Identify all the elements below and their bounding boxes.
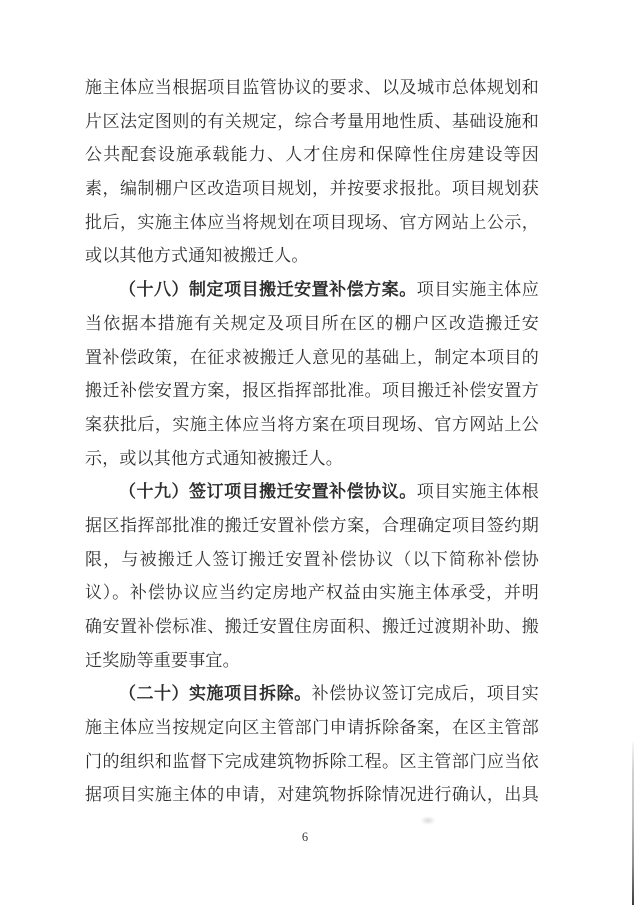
item-heading-text: （二十）实施项目拆除。	[119, 684, 312, 704]
body-text: 置补偿政策，在征求被搬迁人意见的基础上，制定本项目的	[85, 347, 539, 367]
body-text: 施主体应当按规定向区主管部门申请拆除备案，在区主管部	[85, 718, 539, 738]
text-line-p2-l1	[85, 273, 539, 307]
text-line-p4-l4	[85, 778, 539, 812]
document-body	[85, 71, 539, 812]
page-number: 6	[301, 830, 309, 844]
body-text: 限，与被搬迁人签订搬迁安置补偿协议（以下简称补偿协	[85, 549, 539, 569]
text-line-p2-l4	[85, 374, 539, 408]
scan-artifact-smudge	[420, 816, 436, 825]
body-text: 素，编制棚户区改造项目规划，并按要求报批。项目规划获	[85, 179, 539, 199]
body-text: 确安置补偿标准、搬迁安置住房面积、搬迁过渡期补助、搬	[85, 617, 539, 636]
body-text: 当依据本措施有关规定及项目所在区的棚户区改造搬迁安	[85, 313, 539, 333]
body-text: 项目实施主体应	[416, 280, 539, 300]
body-text: 补偿协议签订完成后，项目实	[311, 684, 539, 704]
body-text: 据区指挥部批准的搬迁安置补偿方案，合理确定项目签约期	[85, 515, 539, 535]
body-text: 示，或以其他方式通知被搬迁人。	[85, 448, 343, 468]
body-text: 公共配套设施承载能力、人才住房和保障性住房建设等因	[85, 145, 539, 165]
text-line-p4-l1	[85, 677, 539, 711]
body-text: 案获批后，实施主体应当将方案在项目现场、官方网站上公	[85, 414, 539, 434]
body-text: 或以其他方式通知被搬迁人。	[85, 246, 309, 266]
body-text: 迁奖励等重要事宜。	[85, 650, 240, 670]
text-line-p2-l6	[85, 442, 539, 476]
body-text: 搬迁补偿安置方案，报区指挥部批准。项目搬迁补偿安置方	[85, 381, 539, 401]
body-text: 项目实施主体根	[416, 482, 539, 502]
text-line-p3-l4	[85, 576, 539, 610]
text-line-p2-l3	[85, 341, 539, 375]
item-heading-text: （十八）制定项目搬迁安置补偿方案。	[119, 280, 417, 300]
text-line-p1-l1	[85, 71, 539, 105]
text-line-p2-l2	[85, 307, 539, 341]
text-line-p3-l6	[85, 644, 539, 678]
text-line-p1-l6	[85, 239, 539, 273]
body-text: 门的组织和监督下完成建筑物拆除工程。区主管部门应当依	[85, 751, 539, 771]
body-text: 据项目实施主体的申请，对建筑物拆除情况进行确认，出具	[85, 785, 539, 805]
body-text: 批后，实施主体应当将规划在项目现场、官方网站上公示，	[85, 212, 539, 232]
text-line-p2-l5	[85, 408, 539, 442]
body-text: 议）。补偿协议应当约定房地产权益由实施主体承受，并明	[85, 583, 539, 603]
item-heading-text: （十九）签订项目搬迁安置补偿协议。	[119, 482, 417, 502]
text-line-p1-l3	[85, 138, 539, 172]
text-line-p4-l2	[85, 711, 539, 745]
text-line-p1-l4	[85, 172, 539, 206]
text-line-p3-l2	[85, 509, 539, 543]
text-line-p1-l2	[85, 105, 539, 139]
text-line-p3-l5	[85, 610, 539, 644]
scan-artifact-right-edge-line	[632, 742, 634, 905]
text-line-p3-l1	[85, 475, 539, 509]
text-line-p1-l5	[85, 206, 539, 240]
text-line-p4-l3	[85, 745, 539, 779]
body-text: 施主体应当根据项目监管协议的要求、以及城市总体规划和	[85, 78, 539, 97]
body-text: 片区法定图则的有关规定，综合考量用地性质、基础设施和	[85, 111, 539, 131]
text-line-p3-l3	[85, 543, 539, 577]
